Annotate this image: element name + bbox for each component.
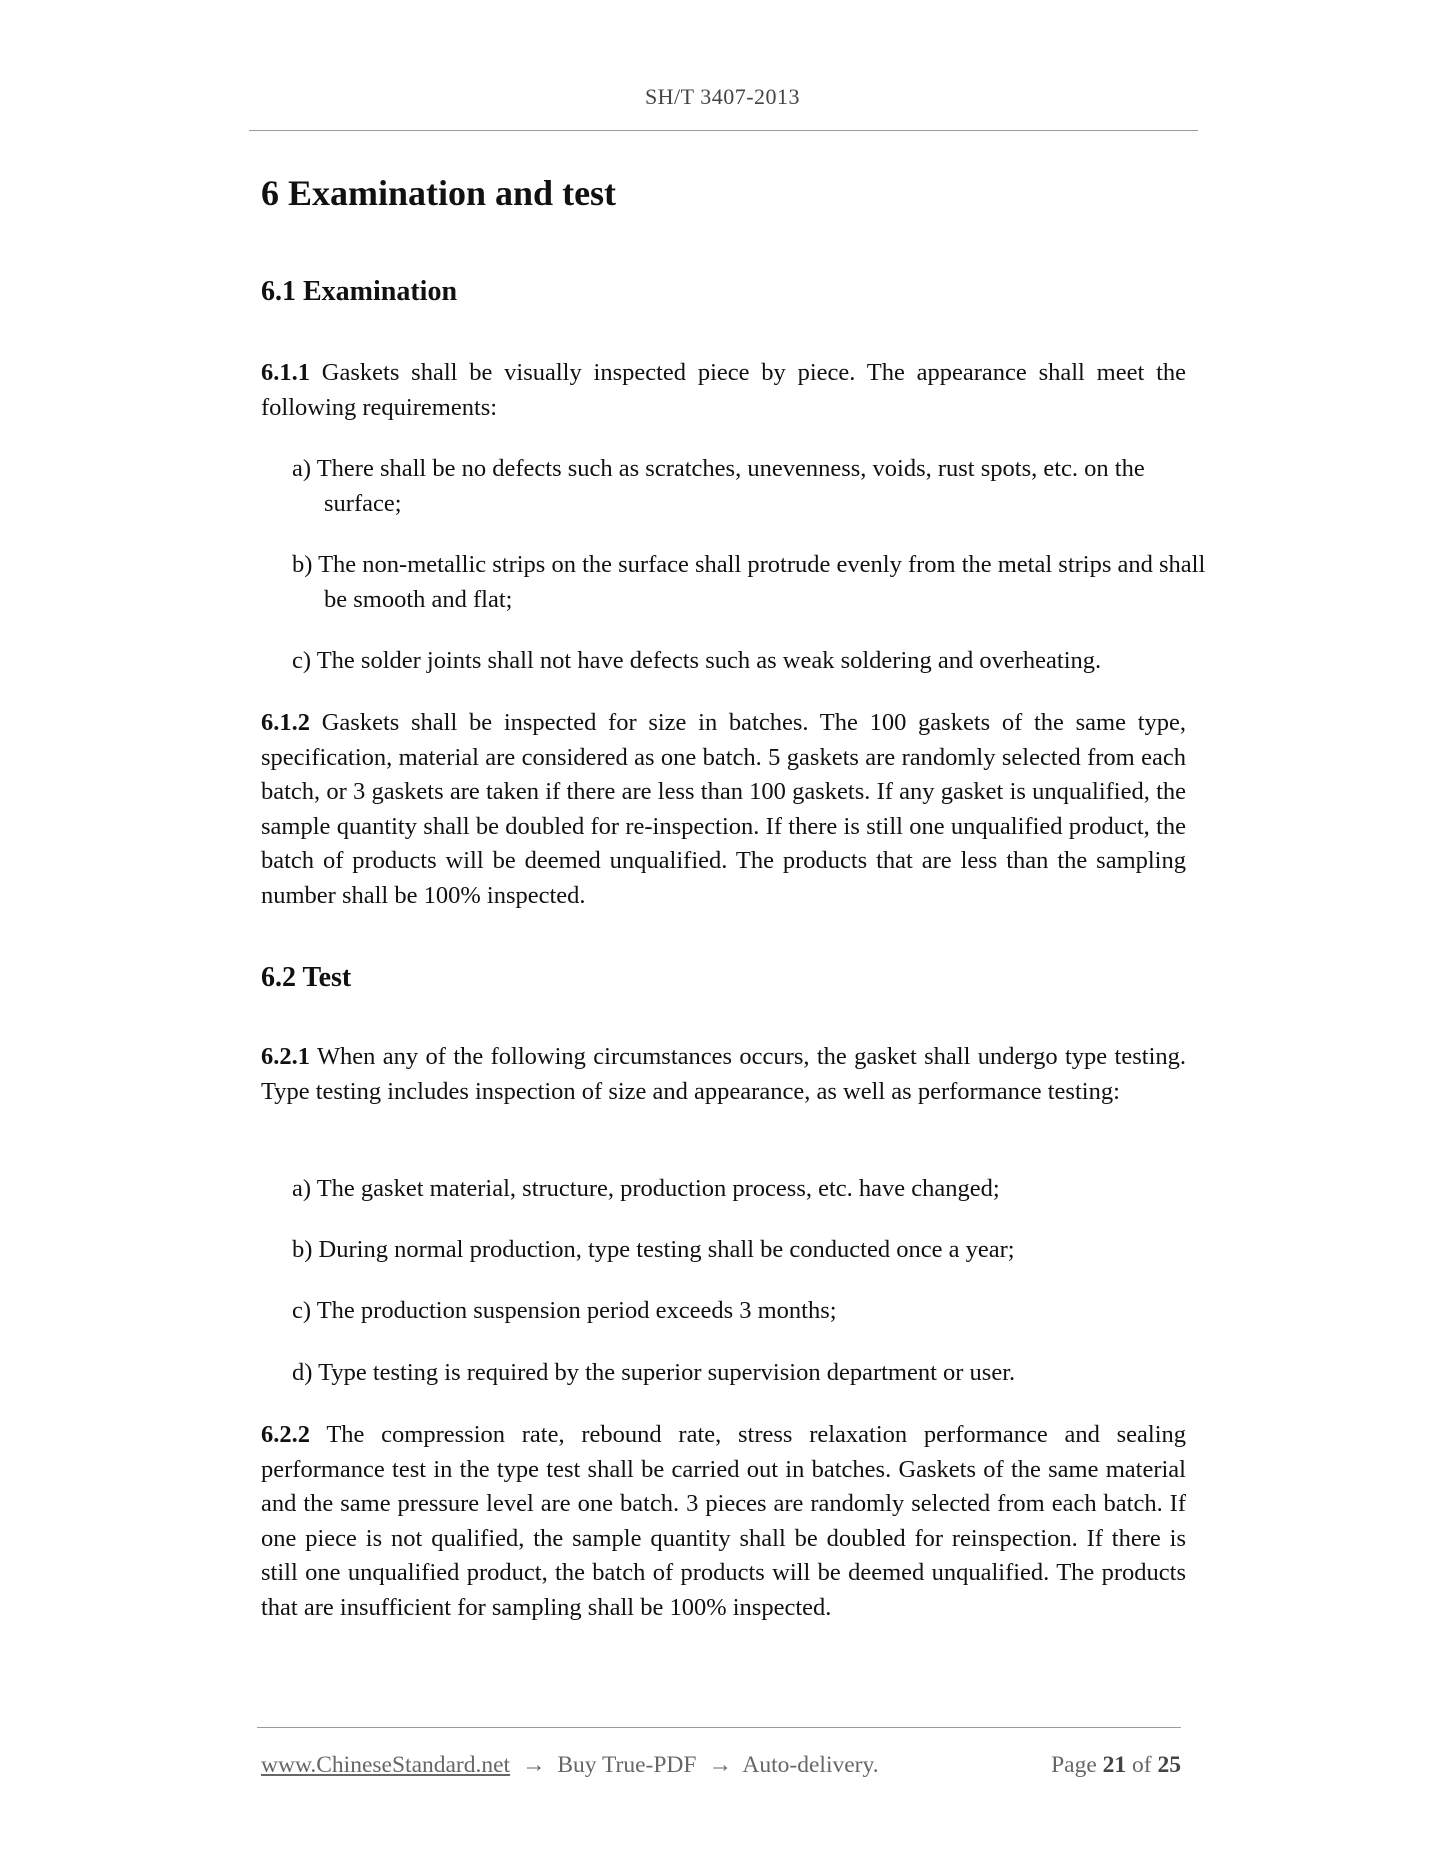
clause-text: When any of the following circumstances occurs, the gasket shall undergo type testing. Type testing includes inspection of size and appearance, as well as performance testing: <box>261 1043 1186 1105</box>
section-title: 6 Examination and test <box>261 173 617 213</box>
page-number <box>1051 1752 1181 1779</box>
clause-number: 6.2.2 <box>261 1421 310 1448</box>
paragraph-6-1-2 <box>261 706 1186 913</box>
clause-number: 6.1.1 <box>261 359 310 386</box>
subsection-title-6-2: 6.2 Test <box>261 962 352 993</box>
delivery-text: Auto-delivery. <box>742 1752 879 1778</box>
page-total: 25 <box>1157 1752 1181 1778</box>
clause-text: Gaskets shall be visually inspected piece by piece. The appearance shall meet the following requirements: <box>261 359 1186 421</box>
website-link[interactable]: www.ChineseStandard.net <box>261 1752 511 1778</box>
list-item: a) There shall be no defects such as scratches, unevenness, voids, rust spots, etc. on the surface; <box>292 455 1145 517</box>
paragraph-6-1-1 <box>261 356 1186 425</box>
page-current: 21 <box>1102 1752 1127 1778</box>
arrow-right-icon: → <box>521 1752 546 1778</box>
list-item: d) Type testing is required by the superior supervision department or user. <box>292 1359 1016 1386</box>
list-item: b) During normal production, type testing shall be conducted once a year; <box>292 1236 1015 1263</box>
subsection-title-6-1: 6.1 Examination <box>261 276 458 307</box>
footer-rule <box>257 1727 1181 1728</box>
clause-text: The compression rate, rebound rate, stress relaxation performance and sealing performance test in the type test shall be carried out in batches. Gaskets of the same material and the same pressure level are one batch. 3 pieces are randomly selected from each batch. If one piece is not qualified, the sample quantity shall be doubled for reinspection. If there is still one unqualified product, the batch of products will be deemed unqualified. The products that are insufficient for sampling shall be 100% inspected. <box>261 1421 1186 1621</box>
of-label: of <box>1132 1752 1152 1778</box>
list-item: b) The non-metallic strips on the surface shall protrude evenly from the metal strips and shall be smooth and flat; <box>292 551 1206 613</box>
list-item: c) The solder joints shall not have defects such as weak soldering and overheating. <box>292 647 1102 674</box>
page-label: Page <box>1051 1752 1097 1778</box>
clause-number: 6.2.1 <box>261 1043 310 1070</box>
paragraph-6-2-2 <box>261 1418 1186 1625</box>
clause-text: Gaskets shall be inspected for size in batches. The 100 gaskets of the same type, specification, material are considered as one batch. 5 gaskets are randomly selected from each batch, or 3 gaskets are taken if there are less than 100 gaskets. If any gasket is unqualified, the sample quantity shall be doubled for re-inspection. If there is still one unqualified product, the batch of products will be deemed unqualified. The products that are less than the sampling number shall be 100% inspected. <box>261 709 1187 909</box>
list-item: c) The production suspension period exceeds 3 months; <box>292 1297 837 1324</box>
header-rule <box>249 130 1198 131</box>
buy-text: Buy True-PDF <box>557 1752 697 1778</box>
document-id-header: SH/T 3407-2013 <box>644 84 801 109</box>
list-item: a) The gasket material, structure, production process, etc. have changed; <box>292 1175 1000 1202</box>
footer-left <box>261 1752 879 1779</box>
arrow-right-icon: → <box>708 1752 732 1778</box>
page-footer <box>261 1752 1181 1779</box>
paragraph-6-2-1 <box>261 1040 1186 1109</box>
clause-number: 6.1.2 <box>261 709 310 736</box>
